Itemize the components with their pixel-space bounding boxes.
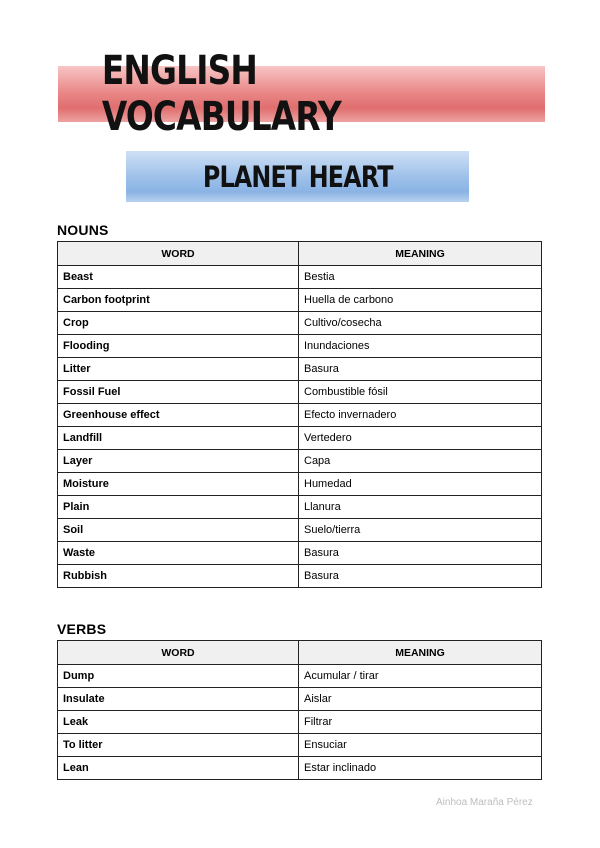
vocab-word: To litter: [58, 734, 299, 757]
vocab-meaning: Huella de carbono: [299, 289, 542, 312]
vocab-meaning: Basura: [299, 358, 542, 381]
vocab-word: Plain: [58, 496, 299, 519]
table-row: [58, 711, 542, 734]
table-row: [58, 565, 542, 588]
vocab-meaning: Bestia: [299, 266, 542, 289]
verbs-table-body: [58, 665, 542, 780]
vocab-meaning: Combustible fósil: [299, 381, 542, 404]
vocab-meaning: Acumular / tirar: [299, 665, 542, 688]
author-credit: Ainhoa Maraña Pérez: [436, 797, 533, 808]
table-row: [58, 542, 542, 565]
vocab-word: Moisture: [58, 473, 299, 496]
table-row: [58, 335, 542, 358]
table-row: [58, 688, 542, 711]
table-row: [58, 266, 542, 289]
vocab-word: Crop: [58, 312, 299, 335]
vocab-meaning: Inundaciones: [299, 335, 542, 358]
table-header-row: [58, 641, 542, 665]
table-row: [58, 450, 542, 473]
vocab-word: Waste: [58, 542, 299, 565]
vocab-word: Rubbish: [58, 565, 299, 588]
table-row: [58, 289, 542, 312]
vocab-meaning: Suelo/tierra: [299, 519, 542, 542]
table-row: [58, 665, 542, 688]
vocab-meaning: Vertedero: [299, 427, 542, 450]
vocab-word: Greenhouse effect: [58, 404, 299, 427]
vocab-word: Landfill: [58, 427, 299, 450]
vocab-word: Fossil Fuel: [58, 381, 299, 404]
vocab-meaning: Estar inclinado: [299, 757, 542, 780]
page-title: ENGLISH VOCABULARY: [101, 48, 341, 140]
vocab-word: Lean: [58, 757, 299, 780]
table-row: [58, 312, 542, 335]
table-row: [58, 381, 542, 404]
vocab-word: Flooding: [58, 335, 299, 358]
nouns-table-body: [58, 266, 542, 588]
vocab-meaning: Humedad: [299, 473, 542, 496]
vocab-meaning: Cultivo/cosecha: [299, 312, 542, 335]
vocab-meaning: Capa: [299, 450, 542, 473]
vocab-word: Dump: [58, 665, 299, 688]
vocab-meaning: Ensuciar: [299, 734, 542, 757]
page-subtitle: PLANET HEART: [202, 159, 393, 194]
vocab-meaning: Aislar: [299, 688, 542, 711]
vocab-meaning: Llanura: [299, 496, 542, 519]
vocab-meaning: Filtrar: [299, 711, 542, 734]
table-row: [58, 757, 542, 780]
nouns-heading: NOUNS: [57, 222, 109, 238]
vocab-word: Litter: [58, 358, 299, 381]
column-header-word: WORD: [58, 242, 299, 266]
vocab-word: Insulate: [58, 688, 299, 711]
table-header-row: [58, 242, 542, 266]
vocab-meaning: Efecto invernadero: [299, 404, 542, 427]
table-row: [58, 734, 542, 757]
nouns-table: [57, 241, 542, 588]
table-row: [58, 358, 542, 381]
table-row: [58, 427, 542, 450]
table-row: [58, 473, 542, 496]
vocab-word: Layer: [58, 450, 299, 473]
vocab-meaning: Basura: [299, 542, 542, 565]
table-row: [58, 519, 542, 542]
table-row: [58, 496, 542, 519]
vocab-meaning: Basura: [299, 565, 542, 588]
subtitle-banner: [126, 151, 469, 202]
column-header-meaning: MEANING: [299, 641, 542, 665]
verbs-table: [57, 640, 542, 780]
vocab-word: Leak: [58, 711, 299, 734]
column-header-word: WORD: [58, 641, 299, 665]
vocab-word: Carbon footprint: [58, 289, 299, 312]
table-row: [58, 404, 542, 427]
column-header-meaning: MEANING: [299, 242, 542, 266]
title-banner: [58, 48, 545, 140]
vocab-word: Beast: [58, 266, 299, 289]
verbs-heading: VERBS: [57, 621, 107, 637]
vocab-word: Soil: [58, 519, 299, 542]
